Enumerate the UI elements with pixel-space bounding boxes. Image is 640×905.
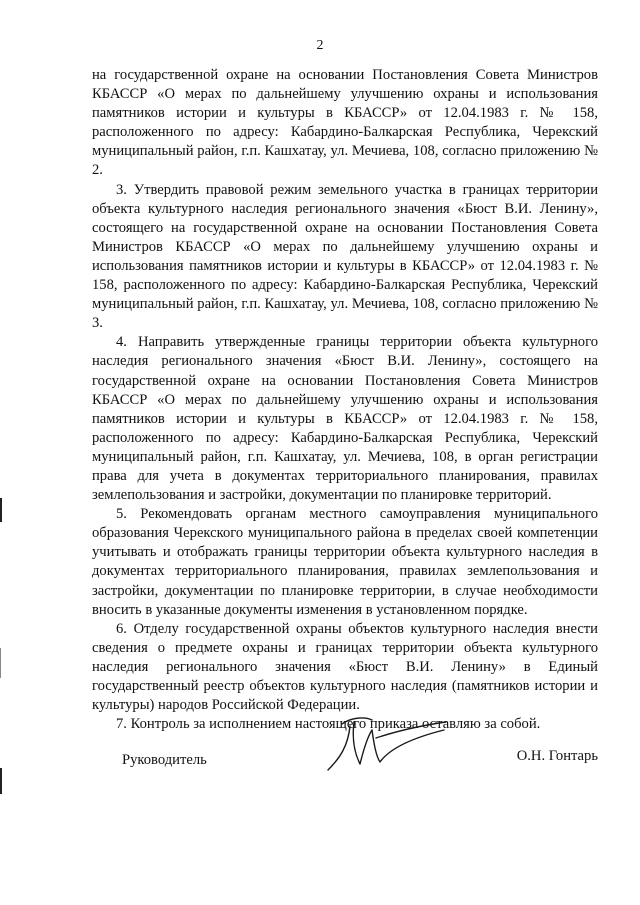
paragraph-item-6: 6. Отделу государственной охраны объектов культурного наследия внести сведения о предмете охраны и границах территории объекта культурного наследия регионального значения «Бюст В.И. Ленину» в Единый государственный реестр объектов культурного наследия (памятников истории и культуры) народов Российской Федерации. xyxy=(92,620,598,714)
paragraph-item-7: 7. Контроль за исполнением настоящего приказа оставляю за собой. xyxy=(116,716,541,733)
signature-block xyxy=(92,708,598,788)
document-body xyxy=(92,66,598,734)
page-number: 2 xyxy=(316,38,324,53)
scan-artifact-mark xyxy=(0,768,2,794)
handwritten-signature xyxy=(320,708,450,778)
scan-artifact-mark xyxy=(0,648,1,678)
signer-name: О.Н. Гонтарь xyxy=(516,748,598,764)
paragraph-item-4: 4. Направить утвержденные границы территории объекта культурного наследия регионального значения «Бюст В.И. Ленину», состоящего на государственной охране на основании Постановления Совета Министров КБАССР «О мерах по дальнейшему улучшению охраны и использования памятников истории и культуры в КБАССР» от 12.04.1983 г. № 158, расположенного по адресу: Кабардино-Балкарская Республика, Черекский муниципальный район, г.п. Кашхатау, ул. Мечиева, 108, в орган регистрации права для учета в документах территориального планирования, правилах землепользования и застройки, документации по планировке территорий. xyxy=(92,334,598,504)
paragraph-continuation: на государственной охране на основании Постановления Совета Министров КБАССР «О мерах по дальнейшему улучшению охраны и использования памятников истории и культуры в КБАССР» от 12.04.1983 г. № 158, расположенного по адресу: Кабардино-Балкарская Республика, Черекский муниципальный район, г.п. Кашхатау, ул. Мечиева, 108, согласно приложению № 2. xyxy=(92,67,598,179)
signer-title: Руководитель xyxy=(122,752,207,768)
paragraph-item-3: 3. Утвердить правовой режим земельного участка в границах территории объекта культурного наследия регионального значения «Бюст В.И. Ленину», состоящего на государственной охране на основании Постановления Совета Министров КБАССР «О мерах по дальнейшему улучшению охраны и использования памятников истории и культуры в КБАССР» от 12.04.1983 г. № 158, расположенного по адресу: Кабардино-Балкарская Республика, Черекский муниципальный район, г.п. Кашхатау, ул. Мечиева, 108, согласно приложению № 3. xyxy=(92,181,598,332)
scan-artifact-mark xyxy=(0,498,2,522)
paragraph-item-5: 5. Рекомендовать органам местного самоуправления муниципального образования Черекского муниципального района в пределах своей компетенции учитывать и отображать границы территории объекта культурного наследия в документах территориального планирования, правилах землепользования и застройки, документации по планировке территории, в случае необходимости вносить в указанные документы изменения в установленном порядке. xyxy=(92,506,598,618)
